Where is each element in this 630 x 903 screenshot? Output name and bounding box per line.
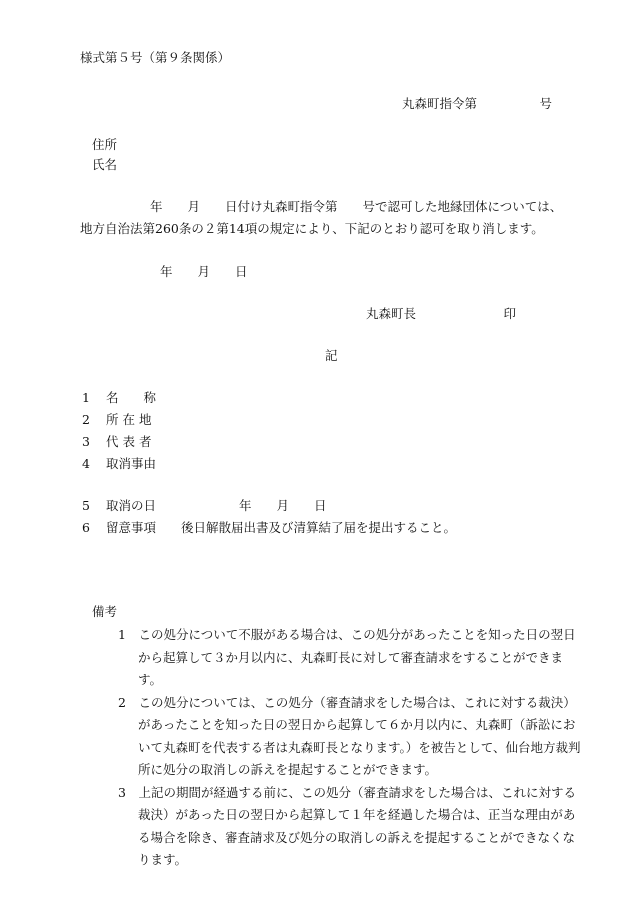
remarks-title: 備考 xyxy=(92,604,118,619)
date-line: 年 月 日 xyxy=(160,264,248,279)
form-title: 様式第５号（第９条関係） xyxy=(80,50,231,65)
list-item: 2 所 在 地 xyxy=(82,412,152,427)
list-item: 4 取消事由 xyxy=(82,456,157,471)
remarks-notes xyxy=(118,624,584,872)
ki-heading: 記 xyxy=(325,348,338,363)
list-item: 5 取消の日 年 月 日 xyxy=(82,498,327,513)
body-line-1: 年 月 日付け丸森町指令第 号で認可した地縁団体については、 xyxy=(150,199,563,214)
list-item: 6 留意事項 後日解散届出書及び清算結了届を提出すること。 xyxy=(82,520,457,535)
remark-note-2: 2 この処分については、この処分（審査請求をした場合は、これに対する裁決）があったことを知った日の翌日から起算して６か月以内に、丸森町（訴訟において丸森町を代表する者は丸森町長となります。）を被告として、仙台地方裁判所に処分の取消しの訴えを提起することができます。 xyxy=(118,694,581,777)
notice-number: 丸森町指令第 号 xyxy=(402,96,553,111)
remark-note-3: 3 上記の期間が経過する前に、この処分（審査請求をした場合は、これに対する裁決）があった日の翌日から起算して１年を経過した場合は、正当な理由がある場合を除き、審査請求及び処分の取消しの訴えを提起することができなくなります。 xyxy=(118,784,576,867)
list-item: 1 名 称 xyxy=(82,390,157,405)
list-item: 3 代 表 者 xyxy=(82,434,152,449)
body-line-2: 地方自治法第260条の２第14項の規定により、下記のとおり認可を取り消します。 xyxy=(80,221,544,236)
body-text xyxy=(80,196,580,240)
address-label: 住所 xyxy=(92,137,118,152)
remark-note-1: 1 この処分について不服がある場合は、この処分があったことを知った日の翌日から起算して３か月以内に、丸森町長に対して審査請求をすることができます。 xyxy=(118,627,576,687)
issuer-line: 丸森町長 印 xyxy=(366,306,517,321)
name-label: 氏名 xyxy=(92,157,118,172)
